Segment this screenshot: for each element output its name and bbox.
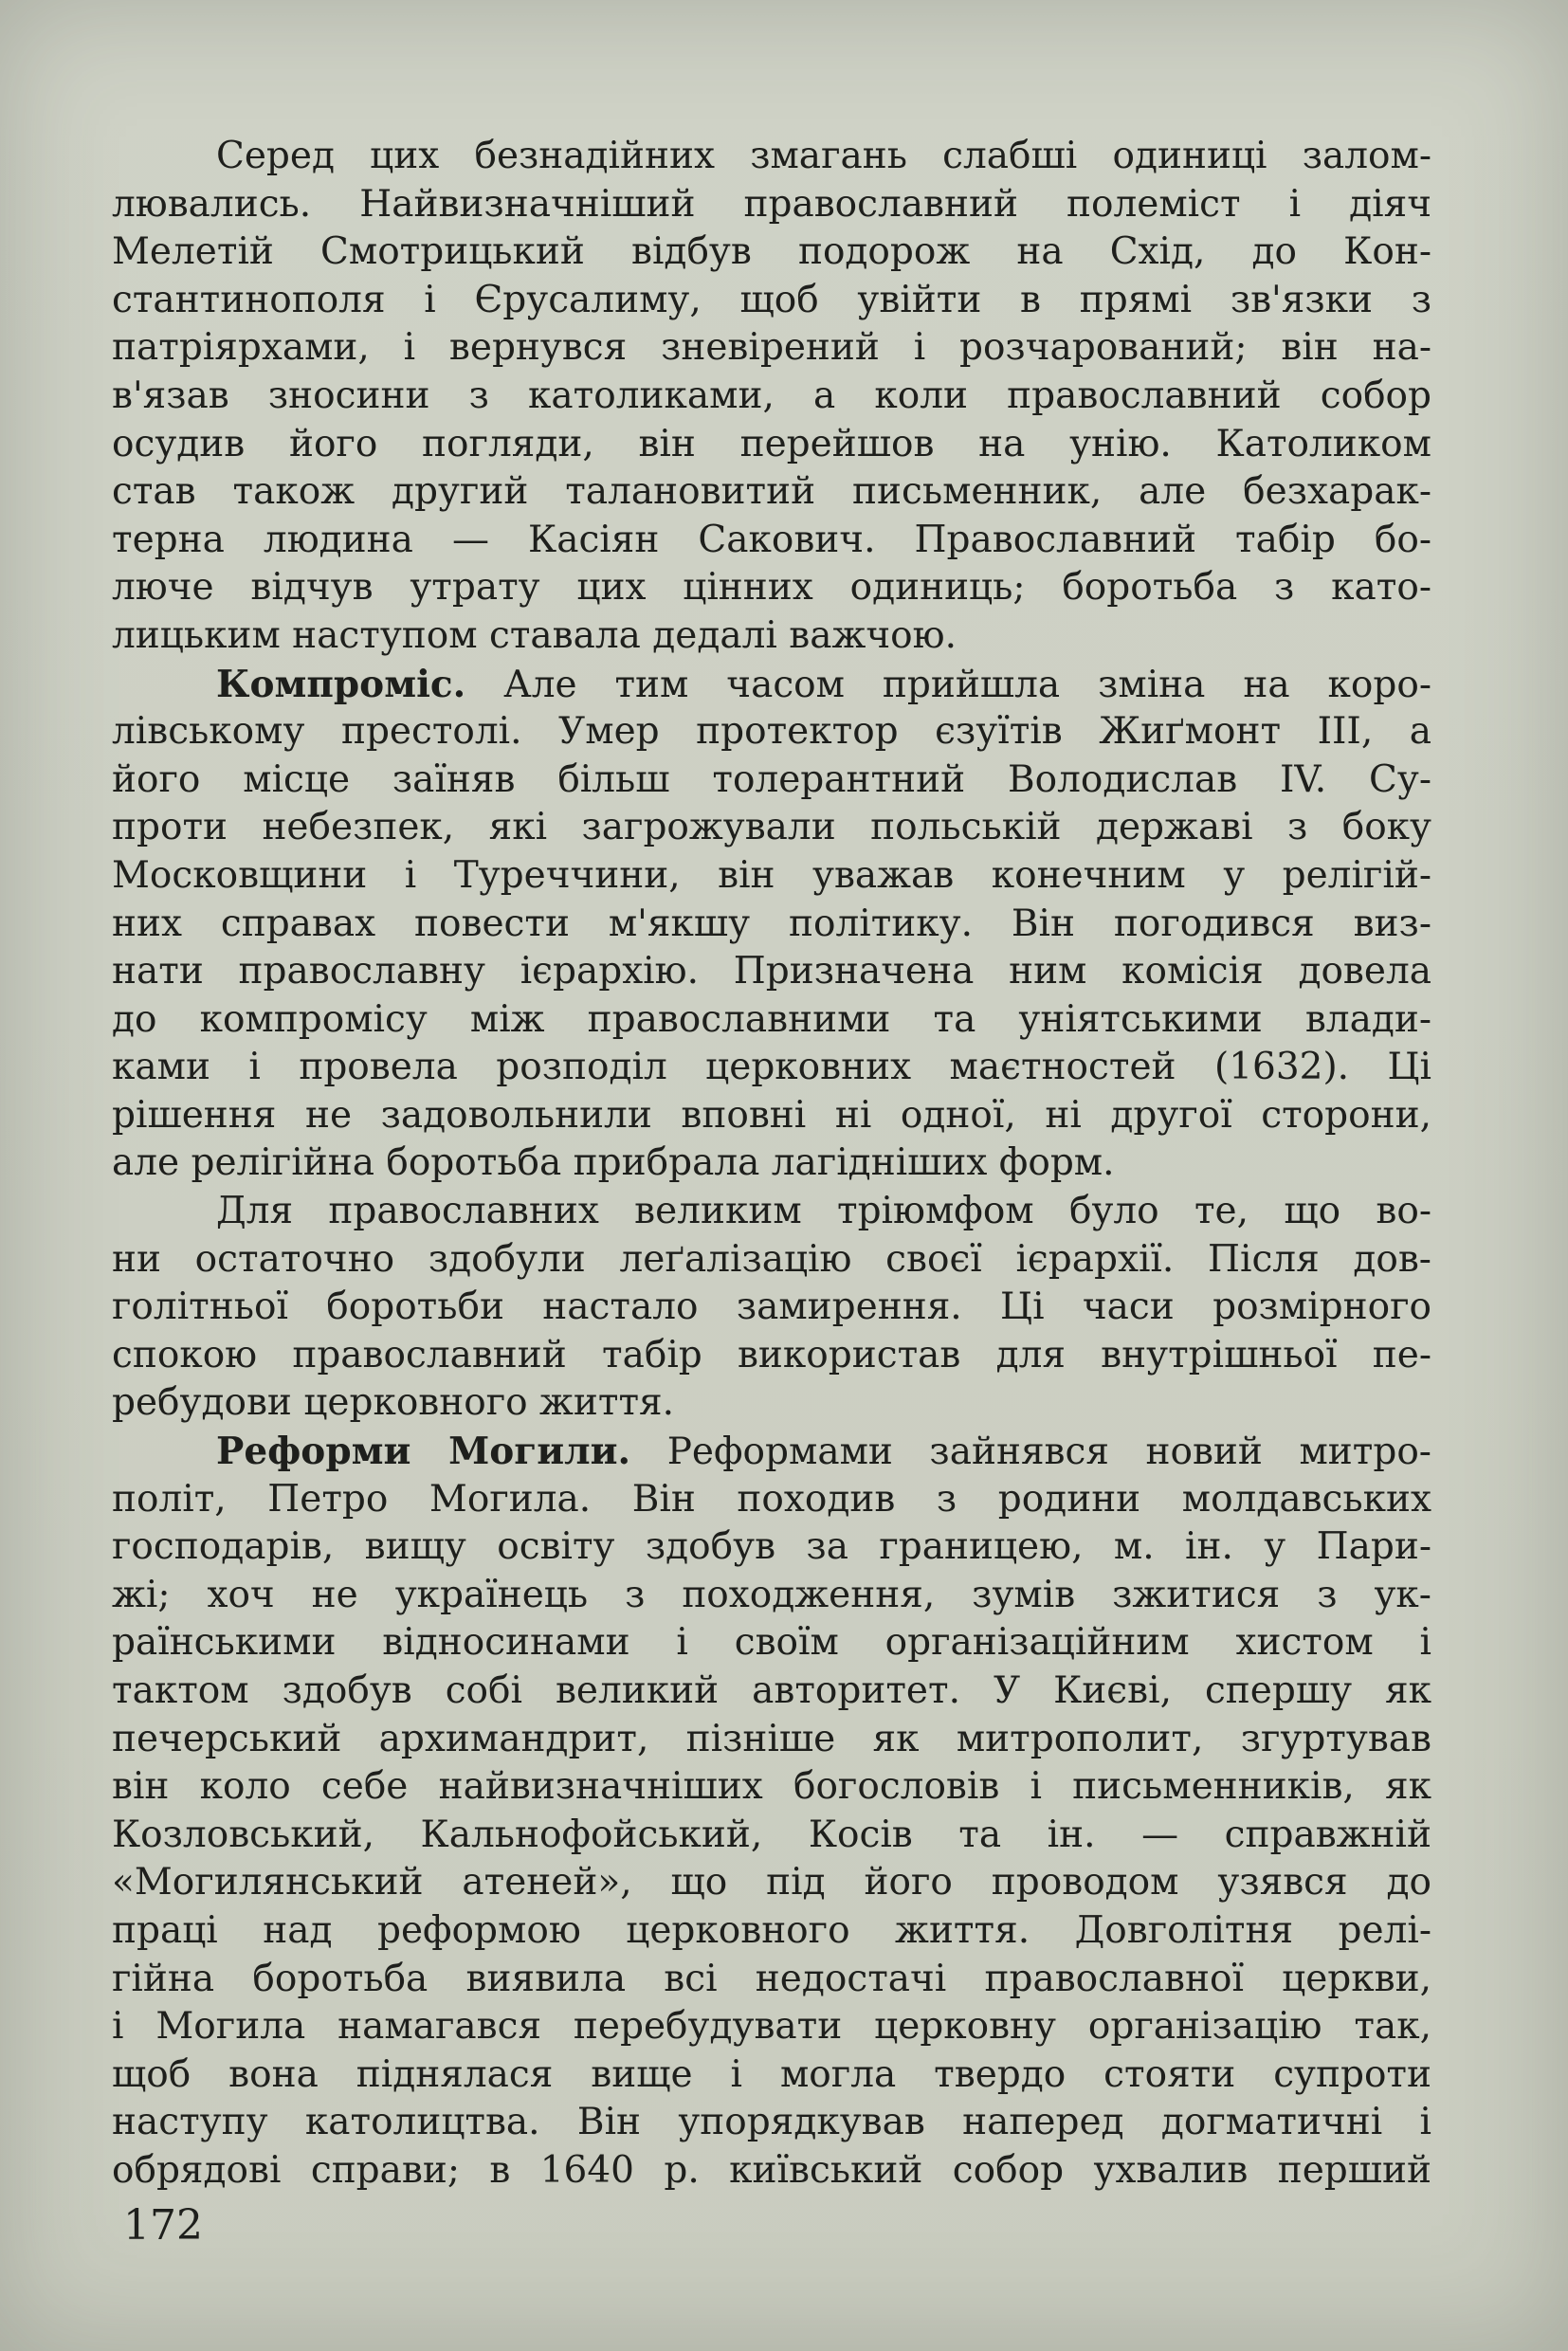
text-line: він коло себе найвизначніших богословів і письменників, як	[112, 1765, 1431, 1809]
text-line: жі; хоч не українець з походження, зумів зжитися з ук-	[112, 1573, 1431, 1616]
text-line: Для православних великим тріюмфом було те, що во-	[216, 1190, 1431, 1233]
text-run: Реформами зайнявся новий митро-	[666, 1431, 1431, 1474]
text-line	[112, 661, 1431, 709]
text-line: праці над реформою церковного життя. Довголітня релі-	[112, 1908, 1431, 1952]
text-run: Але тим часом прийшла зміна на коро-	[503, 663, 1431, 706]
text-line: ни остаточно здобули леґалізацію своєї ієрархії. Після дов-	[112, 1237, 1431, 1281]
text-line: печерський архимандрит, пізніше як митрополит, згуртував	[112, 1717, 1431, 1760]
text-line: голітньої боротьби настало замирення. Ці часи розмірного	[112, 1285, 1431, 1329]
text-line: осудив його погляди, він перейшов на унію. Католиком	[112, 422, 1431, 465]
text-line: нати православну ієрархію. Призначена ним комісія довела	[112, 950, 1431, 993]
text-line: політ, Петро Могила. Він походив з родини молдавських	[112, 1477, 1431, 1521]
text-line: ками і провела розподіл церковних маєтностей (1632). Ці	[112, 1046, 1431, 1089]
body-text	[112, 133, 1431, 2196]
text-line: патріярхами, і вернувся зневірений і розчарований; він на-	[112, 326, 1431, 370]
text-line: наступу католицтва. Він упорядкував наперед догматичні і	[112, 2101, 1431, 2144]
text-line: став також другий талановитий письменник, але безхарак-	[112, 470, 1431, 514]
page-number: 172	[123, 2201, 203, 2250]
text-line: Московщини і Туреччини, він уважав конечним у релігій-	[112, 853, 1431, 897]
text-line: до компромісу між православними та уніятськими влади-	[112, 997, 1431, 1041]
text-line: «Могилянський атеней», що під його проводом узявся до	[112, 1861, 1431, 1904]
text-line: в'язав зносини з католиками, а коли православний собор	[112, 374, 1431, 417]
text-line: лівському престолі. Умер протектор єзуїтів Жиґмонт III, а	[112, 710, 1431, 754]
text-line	[112, 1428, 1431, 1476]
text-line: стантинополя і Єрусалиму, щоб увійти в прямі зв'язки з	[112, 278, 1431, 321]
text-line: Мелетій Смотрицький відбув подорож на Схід, до Кон-	[112, 230, 1431, 274]
text-line: але релігійна боротьба прибрала лагідніших форм.	[112, 1141, 1115, 1185]
text-line: його місце заїняв більш толерантний Володислав IV. Су-	[112, 757, 1431, 801]
text-line: них справах повести м'якшу політику. Він погодився виз-	[112, 902, 1431, 945]
text-line: ребудови церковного життя.	[112, 1381, 675, 1425]
text-line: люче відчув утрату цих цінних одиниць; боротьба з като-	[112, 566, 1431, 610]
text-line: Козловський, Кальнофойський, Косів та ін. — справжній	[112, 1813, 1431, 1856]
section-heading-mohyla-reforms: Реформи Могили.	[216, 1430, 631, 1474]
text-line: гійна боротьба виявила всі недостачі православної церкви,	[112, 1957, 1431, 2000]
text-line: обрядові справи; в 1640 р. київський собор ухвалив перший	[112, 2148, 1431, 2192]
text-line: лювались. Найвизначніший православний полеміст і діяч	[112, 182, 1431, 226]
text-line: лицьким наступом ставала дедалі важчою.	[112, 613, 957, 657]
text-line: проти небезпек, які загрожували польській державі з боку	[112, 806, 1431, 849]
text-line: раїнськими відносинами і своїм організаційним хистом і	[112, 1621, 1431, 1665]
text-line: спокою православний табір використав для внутрішньої пе-	[112, 1333, 1431, 1376]
text-line: рішення не задовольнили вповні ні одної, ні другої сторони,	[112, 1093, 1431, 1137]
text-line: господарів, вищу освіту здобув за границею, м. ін. у Пари-	[112, 1525, 1431, 1569]
text-line: і Могила намагався перебудувати церковну організацію так,	[112, 2005, 1431, 2049]
text-line: щоб вона піднялася вище і могла твердо стояти супроти	[112, 2052, 1431, 2096]
text-line: Серед цих безнадійних змагань слабші одиниці залом-	[216, 135, 1431, 177]
text-line: терна людина — Касіян Сакович. Православний табір бо-	[112, 518, 1431, 561]
text-line: тактом здобув собі великий авторитет. У Києві, спершу як	[112, 1669, 1431, 1712]
section-heading-compromise: Компроміс.	[216, 662, 466, 706]
